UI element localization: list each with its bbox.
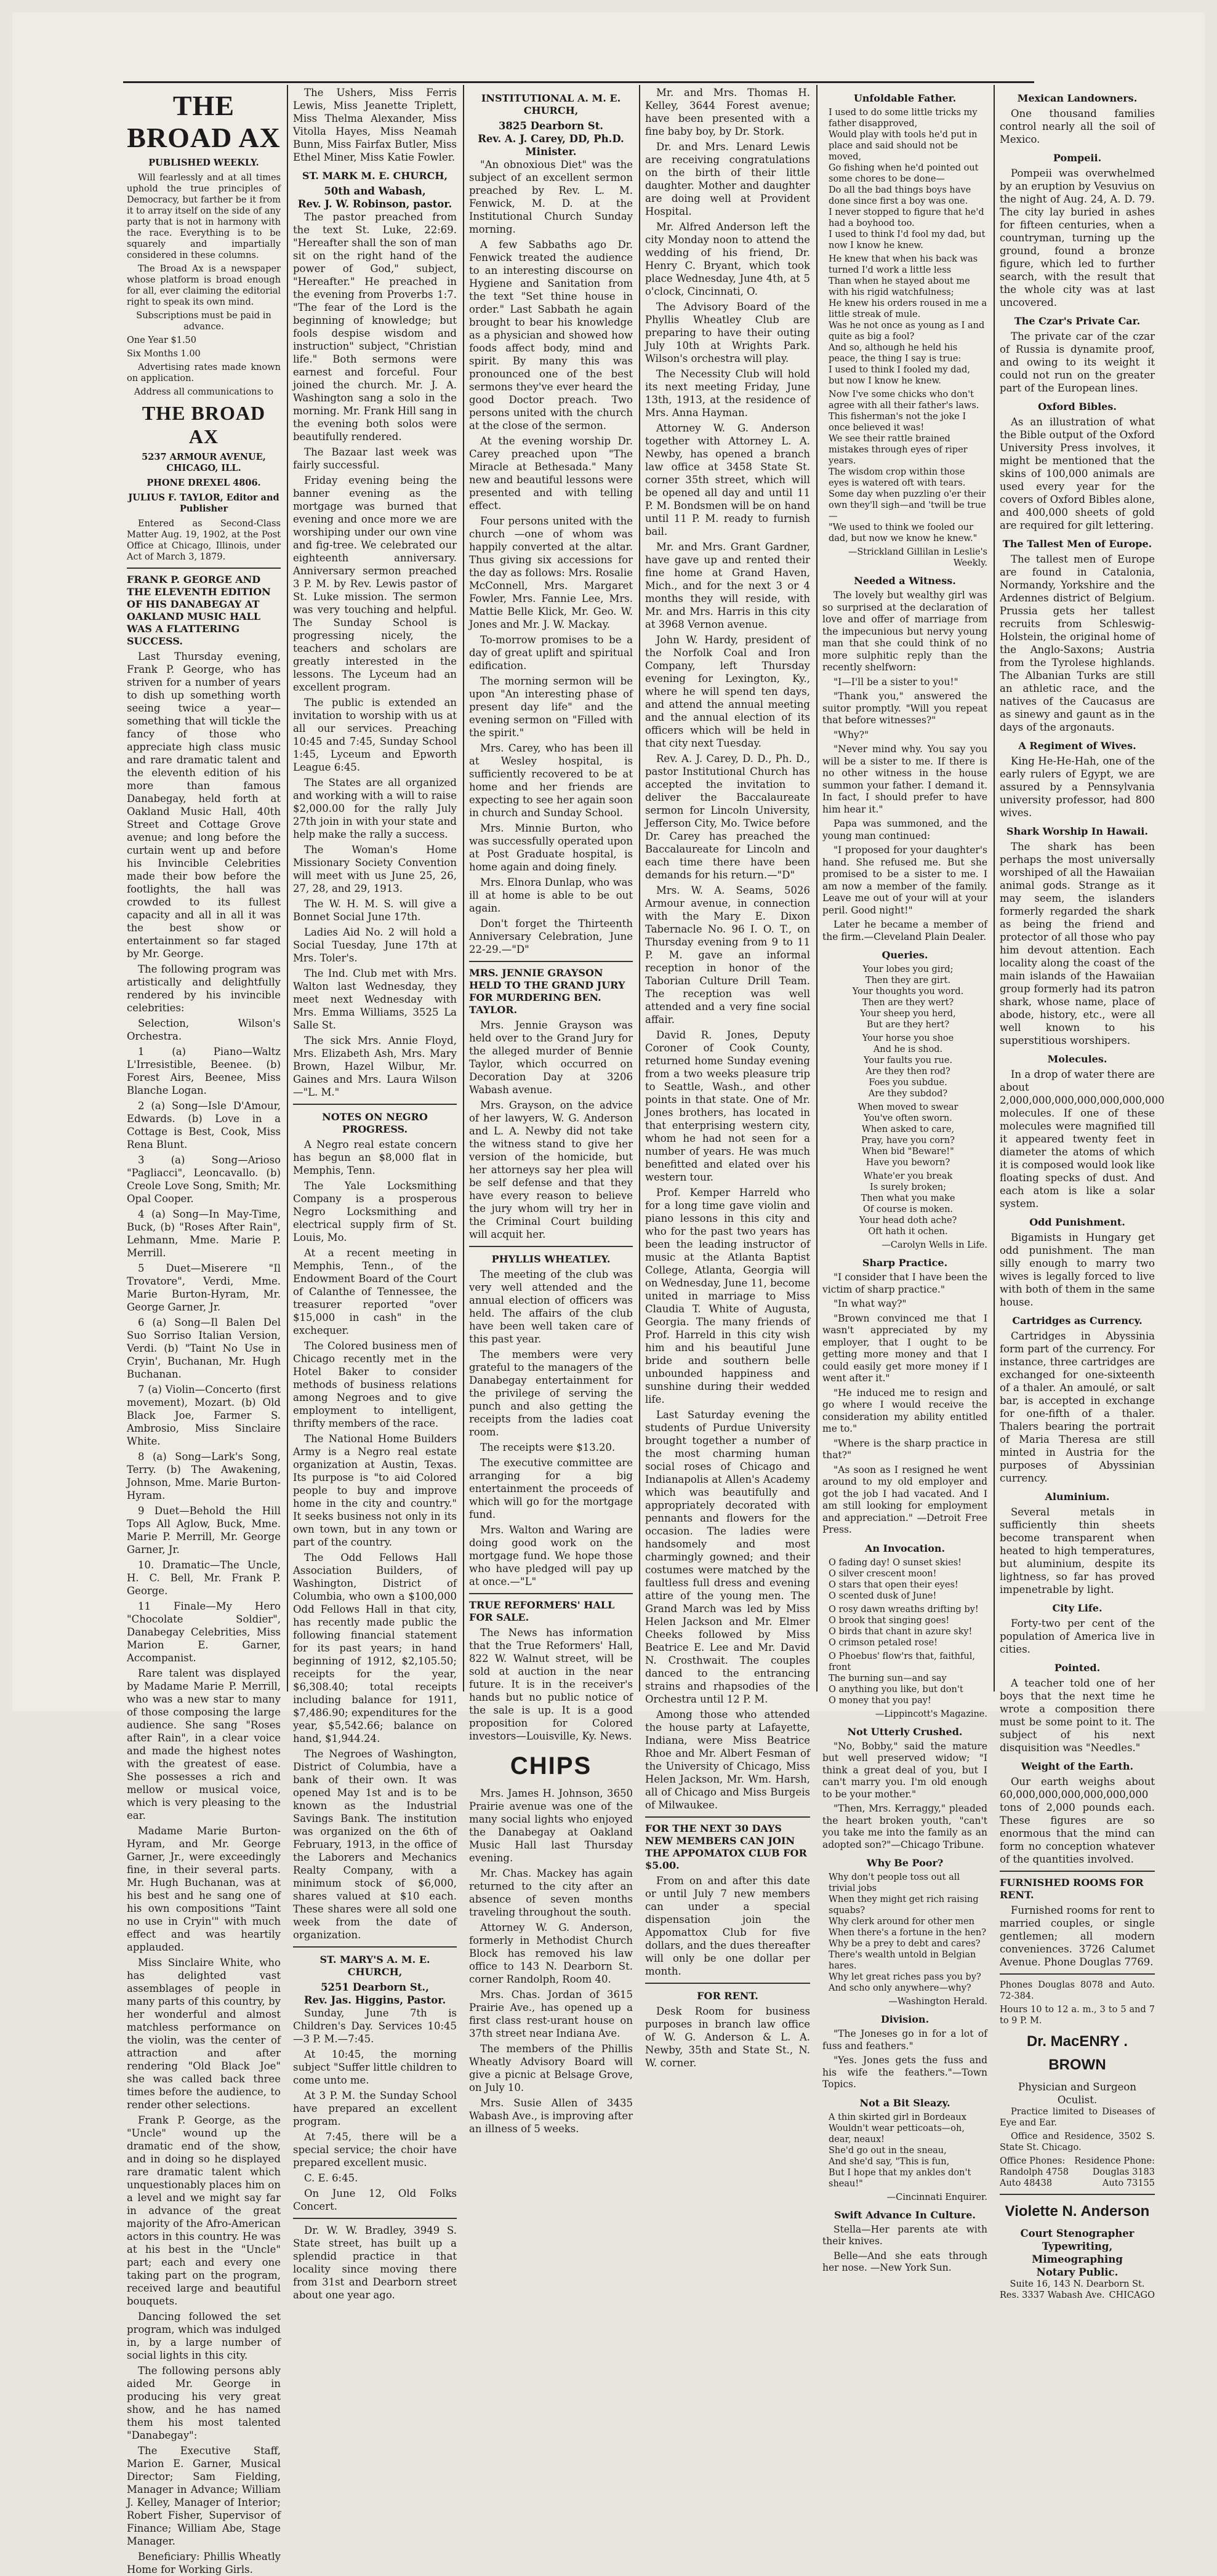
paragraph: "Where is the sharp practice in that?" bbox=[822, 1437, 987, 1461]
paragraph: A Negro real estate concern has begun an $8,000 flat in Memphis, Tenn. bbox=[293, 1139, 457, 1176]
paragraph: At 10:45, the morning subject "Suffer little children to come unto me. bbox=[293, 2048, 457, 2086]
paragraph: Mr. and Mrs. Grant Gardner, have gave up and rented their fine home at Grand Haven, Mich., and for the next 3 or 4 months they will reside, with Mr. and Mrs. Harris in this city at 3968 Vernon avenue. bbox=[645, 541, 810, 630]
ad-office-phones-label: Office Phones: bbox=[1000, 2156, 1066, 2166]
paragraph: John W. Hardy, president of the Norfolk Coal and Iron Company, left Thursday evening for Lexington, Ky., where he will spend ten days, and attend the annual meeting and the annual election of its officers which will be held in that city next Tuesday. bbox=[645, 634, 810, 749]
paragraph: The morning sermon will be upon "An interesting phase of present day life" and the evening sermon on "Filled with the spirit." bbox=[469, 675, 633, 739]
paragraph: Mrs. Susie Allen of 3435 Wabash Ave., is improving after an illness of 5 weeks. bbox=[469, 2097, 633, 2135]
story-title: Queries. bbox=[882, 949, 928, 961]
story-title: Sharp Practice. bbox=[862, 1257, 948, 1269]
story-title: Pompeii. bbox=[1053, 152, 1102, 164]
paragraph: "I consider that I have been the victim of sharp practice." bbox=[822, 1272, 987, 1295]
ad-line: Notary Public. bbox=[1036, 2266, 1119, 2278]
paragraph: Last Thursday evening, Frank P. George, who has striven for a number of years to dish up something worth seeing twice a year—something that will tickle the fancy of those who appreciate high class music and rare dramatic talent and the eleventh edition of his more than famous Danabegay, held forth at Oakland Music Hall, 40th Street and Cottage Grove avenue; and long before the curtain went up and before his Invincible Celebrities made their bow before the footlights, the hall was crowded to its fullest capacity and all in all it was the best show or entertainment so far staged by Mr. George. bbox=[127, 651, 281, 960]
divider bbox=[1000, 1973, 1155, 1975]
paragraph: Bigamists in Hungary get odd punishment. The man silly enough to marry two wives is legally forced to live with both of them in the same house. bbox=[1000, 1232, 1155, 1308]
ad-phone-row bbox=[1000, 2178, 1155, 2189]
true-reformers-headline: TRUE REFORMERS' HALL FOR SALE. bbox=[469, 1599, 615, 1623]
paragraph: Four persons united with the church —one of whom was happily converted at the altar. Thus giving six accessions for the day as follows: Mrs. Rosalie McConnell, Mrs. Margaret Fowler, Mrs. Fannie Lee, Mrs. Mattie Belle Klick, Mr. Geo. W. Jones and Mr. J. W. Mackay. bbox=[469, 515, 633, 630]
paragraph: Miss Sinclaire White, who has delighted vast assemblages of people in many parts of this country, by her wonderful and almost matchless performance on the violin, was the center of attraction and after rendering "Old Black Joe" she was called back three times before the audience, to render other selections. bbox=[127, 1957, 281, 2111]
verse: When moved to swear You've often sworn. When asked to care, Pray, have you corn? When bid "Beware!" Have you beworn? bbox=[858, 1102, 958, 1168]
paragraph: "Never mind why. You say you will be a sister to me. If there is no other witness in the house summon your father. I demand it. In fact, I should prefer to have him hear it." bbox=[822, 744, 987, 815]
story-title: Pointed. bbox=[1054, 1662, 1101, 1674]
paragraph: Last Saturday evening the students of Purdue University brought together a number of the most charming human social roses of Chicago and Indianapolis at Allen's Academy which was beautifully and appropriately decorated with pennants and flowers for the occasion. The ladies were handsomely and most charmingly gowned; and their costumes were matched by the faultless full dress and evening attire of the young men. The Grand March was led by Miss Helen Jackson and Mr. Elmer Cheeks followed by Miss Beatrice E. Lee and Mr. David N. Crosthwait. The couples danced to the entrancing strains and rhapsodies of the Orchestra until 12 P. M. bbox=[645, 1409, 810, 1705]
church-pastor: Rev. A. J. Carey, DD, Ph.D. Minister. bbox=[478, 133, 624, 158]
paragraph: The executive committee are arranging for a big entertainment the proceeds of which will go for the mortgage fund. bbox=[469, 1457, 633, 1520]
ad-phones: Phones Douglas 8078 and Auto. 72-384. bbox=[1000, 1980, 1155, 2001]
ad-phone-value: Douglas 3183 bbox=[1092, 2167, 1155, 2177]
attribution: —Strickland Gillilan in Leslie's Weekly. bbox=[848, 547, 987, 568]
verse: Your lobes you gird; Then they are girt. Your thoughts you word. Then are they wert? Your sheep you herd, But are they hert? bbox=[852, 965, 964, 1030]
program-item: 4 (a) Song—In May-Time, Buck, (b) "Roses After Rain", Lehmann, Mme. Marie P. Merrill. bbox=[127, 1208, 281, 1259]
divider bbox=[293, 1946, 457, 1948]
story-title: Not a Bit Sleazy. bbox=[859, 2097, 950, 2109]
paragraph: Forty-two per cent of the population of America live in cities. bbox=[1000, 1618, 1155, 1655]
paragraph: Several metals in sufficiently thin sheets become transparent when heated to high temperatures, but aluminium, despite its lightness, so far has proved impenetrable by light. bbox=[1000, 1506, 1155, 1595]
paragraph: Furnished rooms for rent to married couples, or single gentlemen; all modern conveniences. 3726 Calumet Avenue. Phone Douglas 7769. bbox=[1000, 1904, 1155, 1968]
paragraph: Beneficiary: Phillis Wheatly Home for Working Girls. bbox=[127, 2551, 281, 2575]
ad-line bbox=[1000, 2290, 1155, 2301]
paragraph: "Then, Mrs. Kerraggy," pleaded the heart broken youth, "can't you take me into the family as an adopted son?"—Chicago Tribune. bbox=[822, 1803, 987, 1850]
column-1 bbox=[123, 86, 284, 2575]
paragraph: "He induced me to resign and go where I would receive the consideration my ability entitled me to." bbox=[822, 1387, 987, 1434]
masthead-address-note: Address all communications to bbox=[134, 387, 274, 397]
paragraph: On June 12, Old Folks Concert. bbox=[293, 2188, 457, 2212]
verse: Why don't people toss out all trivial jobs When they might get rich raising squabs? Why clerk around for other men When there's a fortune in the hen? Why be a prey to debt and cares? There's wealth untold in Belgian hares. Why let great riches pass you by? And scho only anywhere—why? bbox=[829, 1872, 987, 1993]
paragraph: From on and after this date or until July 7 new members can under a special dispensation join the Appomattox Club for five dollars, and the dues thereafter will only be one dollar per month. bbox=[645, 1875, 810, 1977]
verse: O Phoebus' flow'rs that, faithful, front The burning sun—and say O anything you like, but don't O money that you pay! bbox=[829, 1651, 975, 1706]
masthead-advert-note: Advertising rates made known on application. bbox=[127, 363, 281, 383]
paragraph: Friday evening being the banner evening as the mortgage was burned that evening and once more we are worshiping under our own vine and fig-tree. We celebrated our eighteenth anniversary. Anniversary sermon preached 3 P. M. by Rev. Lewis pastor of St. Luke mission. The sermon was very touching and helpful. The Sunday School is progressing nicely, the teachers and scholars are greatly interested in the lessons. The Lyceum had an excellent program. bbox=[293, 475, 457, 693]
program-item: 3 (a) Song—Arioso "Pagliacci", Leoncavallo. (b) Creole Love Song, Smith; Mr. Opal Cooper. bbox=[127, 1154, 281, 1205]
paragraph: The Ind. Club met with Mrs. Walton last Wednesday, they meet next Wednesday with Mrs. Emma Williams, 3525 La Salle St. bbox=[293, 968, 457, 1031]
story-title: Weight of the Earth. bbox=[1021, 1760, 1134, 1772]
story-title: Why Be Poor? bbox=[866, 1857, 944, 1869]
attribution: —Cincinnati Enquirer. bbox=[886, 2192, 987, 2202]
ad-phone-value: Auto 48438 bbox=[1000, 2178, 1053, 2188]
ad-phone-value: Randolph 4758 bbox=[1000, 2167, 1069, 2177]
paragraph: Mr. Alfred Anderson left the city Monday noon to attend the wedding of his friend, Dr. Henry C. Bryant, which took place Wednesday, June 4th, at 5 o'clock, Cincinnati, O. bbox=[645, 221, 810, 297]
paragraph: C. E. 6:45. bbox=[304, 2172, 358, 2184]
masthead-subs: Subscriptions must be paid in advance. bbox=[136, 311, 271, 332]
program-item: 7 (a) Violin—Concerto (first movement), Mozart. (b) Old Black Joe, Farmer S. Ambrosio, Miss Sinclaire White. bbox=[127, 1384, 281, 1447]
ad-doctor-title: Physician and Surgeon bbox=[1018, 2081, 1136, 2093]
paragraph: The National Home Builders Army is a Negro real estate organization at Austin, Texas. Its purpose is "to aid Colored people to buy and improve home in the city and country." It seeks business not only in its own town, but in any town or part of the country. bbox=[293, 1433, 457, 1548]
paragraph: "As soon as I resigned he went around to my old employer and got the job I had vacated. And I am still looking for employment and appreciation." —Detroit Free Press. bbox=[822, 1464, 987, 1535]
paragraph: Mrs. Carey, who has been ill at Wesley hospital, is sufficiently recovered to be at home and her friends are expecting to see her again soon in church and Sunday School. bbox=[469, 742, 633, 819]
paragraph: Mrs. Chas. Jordan of 3615 Prairie Ave., has opened up a first class rest-urant house on 37th street near Indiana Ave. bbox=[469, 1989, 633, 2039]
verse: O fading day! O sunset skies! O silver crescent moon! O stars that open their eyes! O scented dusk of June! bbox=[829, 1557, 962, 1601]
paragraph: Attorney W. G. Anderson together with Attorney L. A. Newby, has opened a branch law office at 3458 State St. corner 35th street, which will be opened all day and until 11 P. M. Bondsmen will be on hand until 11 P. M. ready to furnish bail. bbox=[645, 422, 810, 537]
ad-hours: Hours 10 to 12 a. m., 3 to 5 and 7 to 9 P. M. bbox=[1000, 2005, 1155, 2026]
ad-phone-row bbox=[1000, 2156, 1155, 2167]
paragraph: Dr. W. W. Bradley, 3949 S. State street, has built up a splendid practice in that locality since moving there from 31st and Dearborn street about one year ago. bbox=[293, 2225, 457, 2301]
paragraph: Madame Marie Burton-Hyram, and Mr. George Garner, Jr., were exceedingly fine, in their several parts. Mr. Hugh Buchanan, was at his best and he sang one of his own compositions "Taint no use in Cryin'" with much effect and was heartily applauded. bbox=[127, 1825, 281, 1953]
program-item: 2 (a) Song—Isle D'Amour, Edwards. (b) Love in a Cottage is Best, Cook, Miss Rena Blunt. bbox=[127, 1100, 281, 1150]
masthead-phone: PHONE DREXEL 4806. bbox=[147, 478, 261, 488]
program-list bbox=[127, 1017, 281, 1664]
program-item: 6 (a) Song—Il Balen Del Suo Sorriso Italian Version, Verdi. (b) "Taint No Use in Cryin', Buchanan, Mr. Hugh Buchanan. bbox=[127, 1317, 281, 1380]
paragraph: Mrs. James H. Johnson, 3650 Prairie avenue was one of the many social lights who enjoyed the Danabegay at Oakland Music Hall last Thursday evening. bbox=[469, 1788, 633, 1864]
paragraph: Cartridges in Abyssinia form part of the currency. For instance, three cartridges are exchanged for one-sixteenth of a thaler. An amoulé, or salt bar, is accepted in exchange for one-fifth of a thaler. Thalers bearing the portrait of Maria Theresa are still minted in Austria for the purposes of Abyssinian currency. bbox=[1000, 1330, 1155, 1484]
masthead-address: 5237 ARMOUR AVENUE, CHICAGO, ILL. bbox=[142, 452, 266, 473]
column-5 bbox=[819, 86, 991, 2273]
attribution: —Lippincott's Magazine. bbox=[875, 1709, 987, 1719]
paragraph: The News has information that the True Reformers' Hall, 822 W. Walnut street, will be sold at auction in the near future. It is in the receiver's hands but no public notice of the sale is up. It is a good proposition for Colored investors—Louisville, Ky. News. bbox=[469, 1627, 633, 1742]
paragraph: "Brown convinced me that I wasn't appreciated by my employer, that I ought to be getting more money and that I could easily get more money if I went after it." bbox=[822, 1312, 987, 1384]
paragraph: The private car of the czar of Russia is dynamite proof, and owing to its weight it could not run on the greater part of the European lines. bbox=[1000, 331, 1155, 394]
grayson-headline: MRS. JENNIE GRAYSON HELD TO THE GRAND JURY FOR MURDERING BEN. TAYLOR. bbox=[469, 967, 625, 1016]
church-address: 3825 Dearborn St. bbox=[498, 120, 604, 132]
paragraph: "Yes. Jones gets the fuss and his wife the feathers."—Town Topics. bbox=[822, 2055, 987, 2090]
ad-stenographer-name: Violette N. Anderson bbox=[1005, 2203, 1150, 2220]
paragraph: Mr. and Mrs. Thomas H. Kelley, 3644 Forest avenue; have been presented with a fine baby boy, by Dr. Stork. bbox=[645, 87, 810, 137]
church-heading: INSTITUTIONAL A. M. E. CHURCH, bbox=[481, 92, 621, 116]
divider bbox=[1000, 1871, 1155, 1872]
paragraph: "The Joneses go in for a lot of fuss and feathers." bbox=[822, 2028, 987, 2052]
paragraph: Rare talent was displayed by Madame Marie P. Merrill, who was a new star to many of those composing the large audience. She sang "Roses after Rain", in a clear voice and made the highest notes with the greatest of ease. She possesses a rich and mellow or musical voice, which is very pleasing to the ear. bbox=[127, 1667, 281, 1821]
paragraph: The Executive Staff, Marion E. Garner, Musical Director; Sam Fielding, Manager in Advance; William J. Kelley, Manager of Interior; Robert Fisher, Supervisor of Finance; William Abe, Stage Manager. bbox=[127, 2445, 281, 2547]
paragraph: The Colored business men of Chicago recently met in the Hotel Baker to consider methods of business relations among Negroes and to give employment to intelligent, thrifty members of the race. bbox=[293, 1340, 457, 1429]
story-title: A Regiment of Wives. bbox=[1018, 740, 1136, 752]
column-rule bbox=[994, 85, 995, 1691]
verse: O rosy dawn wreaths drifting by! O brook that singing goes! O birds that chant in azure sky! O crimson petaled rose! bbox=[829, 1604, 979, 1648]
paragraph: The following program was artistically and delightfully rendered by his invincible celebrities: bbox=[127, 963, 281, 1014]
paragraph: Belle—And she eats through her nose. —New York Sun. bbox=[822, 2250, 987, 2273]
paragraph: To-morrow promises to be a day of great uplift and spiritual edification. bbox=[469, 634, 633, 672]
masthead-editor: JULIUS F. TAYLOR, Editor and Publisher bbox=[128, 492, 279, 514]
doctor-ad bbox=[1000, 1980, 1155, 2189]
verse: Now I've some chicks who don't agree with all their father's laws. This fisherman's not the joke I once believed it was! We see their rattle brained mistakes through eyes of riper years. The wisdom crop within those eyes is watered oft with tears. Some day when puzzling o'er their own they'll sigh—and 'twill be true— "We used to think we fooled our dad, but now we know he knew." bbox=[829, 390, 986, 544]
furnished-rooms-headline: FURNISHED ROOMS FOR RENT. bbox=[1000, 1877, 1144, 1901]
paragraph: Pompeii was overwhelmed by an eruption by Vesuvius on the night of Aug. 24, A. D. 79. The city lay buried in ashes for fifteen centuries, when a countryman, turning up the ground, found a bronze figure, which led to further search, with the result that the whole city was at last uncovered. bbox=[1000, 167, 1155, 308]
paragraph: Mrs. Minnie Burton, who was successfully operated upon at Post Graduate hospital, is home again and doing finely. bbox=[469, 822, 633, 873]
paragraph: The receipts were $13.20. bbox=[480, 1442, 616, 1453]
verse: Whate'er you break Is surely broken; Then what you make Of course is moken. Your head doth ache? Oft hath it ochen. bbox=[859, 1171, 957, 1237]
column-rule bbox=[287, 85, 288, 1691]
stenographer-ad bbox=[1000, 2200, 1155, 2301]
masthead-title-2: THE BROAD AX bbox=[142, 402, 266, 447]
story-title: Shark Worship In Hawaii. bbox=[1006, 825, 1148, 837]
verse: A thin skirted girl in Bordeaux Wouldn't wear petticoats—oh, dear, neaux! She'd go out in the sneau, And she'd say, "This is fun, But I hope that my ankles don't sheau!" bbox=[829, 2112, 971, 2189]
headline-danabegay: FRANK P. GEORGE AND THE ELEVENTH EDITION OF HIS DANABEGAY AT OAKLAND MUSIC HALL WAS A FLATTERING SUCCESS. bbox=[127, 574, 271, 647]
ad-line: Typewriting, Mimeographing bbox=[1032, 2241, 1123, 2265]
paragraph: The Yale Locksmithing Company is a prosperous Negro Locksmithing and electrical supply firm of St. Louis, Mo. bbox=[293, 1180, 457, 1243]
story-title: Molecules. bbox=[1047, 1053, 1107, 1065]
paragraph: David R. Jones, Deputy Coroner of Cook County, returned home Sunday evening from a two weeks pleasure trip to Seattle, Wash., and other points in that state. One of Mr. Jones brothers, has located in that enterprising western city, whom he had not seen for a number of years. He was much benefitted and elated over his western tour. bbox=[645, 1029, 810, 1183]
church-address: 5251 Dearborn St., bbox=[321, 1981, 429, 1993]
paragraph: "I proposed for your daughter's hand. She refused me. But she promised to be a sister to me. I am now a member of the family. Leave me out of your will at your peril. Good night!" bbox=[822, 845, 987, 916]
column-3 bbox=[465, 86, 637, 2135]
paragraph: The W. H. M. S. will give a Bonnet Social June 17th. bbox=[293, 898, 457, 923]
paragraph: A teacher told one of her boys that the next time he wrote a composition there must be some point to it. The subject of his next disquisition was "Needles." bbox=[1000, 1677, 1155, 1754]
paragraph: Mrs. W. A. Seams, 5026 Armour avenue, in connection with the Mary E. Dixon Tabernacle No. 96 I. O. T., on Thursday evening from 9 to 11 P. M. gave an informal reception in honor of the Taborian Culture Drill Team. The reception was well attended and a very fine social affair. bbox=[645, 885, 810, 1025]
paragraph: Dr. and Mrs. Lenard Lewis are receiving congratulations on the birth of their little daughter. Mother and daughter are doing well at Provident Hospital. bbox=[645, 141, 810, 217]
column-rule bbox=[463, 85, 464, 1691]
column-2 bbox=[289, 86, 460, 2301]
masthead-published: PUBLISHED WEEKLY. bbox=[148, 158, 259, 168]
paragraph: The Woman's Home Missionary Society Convention will meet with us June 25, 26, 27, 28, and 29, 1913. bbox=[293, 844, 457, 894]
church-pastor: Rev. J. W. Robinson, pastor. bbox=[297, 198, 452, 210]
paragraph: "In what way?" bbox=[833, 1298, 907, 1309]
story-title: Swift Advance In Culture. bbox=[834, 2209, 976, 2221]
paragraph: The States are all organized and working with a will to raise $2,000.00 for the rally July 27th join in with your state and help make the rally a success. bbox=[293, 777, 457, 840]
paragraph: The Bazaar last week was fairly successful. bbox=[293, 446, 457, 471]
paragraph: At the evening worship Dr. Carey preached upon "The Miracle at Bethesada." Many new and beautiful lessons were presented and with telling effect. bbox=[469, 435, 633, 512]
church-heading: ST. MARY'S A. M. E. CHURCH, bbox=[319, 1954, 430, 1978]
column-6 bbox=[996, 86, 1165, 2300]
program-item: 1 (a) Piano—Waltz L'Irresistible, Beenee. (b) Forest Airs, Beenee, Miss Blanche Logan. bbox=[127, 1046, 281, 1096]
paragraph: Mrs. Elnora Dunlap, who was ill at home is able to be out again. bbox=[469, 877, 633, 914]
paragraph: Mr. Chas. Mackey has again returned to the city after an absence of seven months traveling throughout the south. bbox=[469, 1868, 633, 1918]
paragraph: Rev. A. J. Carey, D. D., Ph. D., pastor Institutional Church has accepted the invitation to deliver the Baccalaureate sermon for Lincoln University, Jefferson City, Mo. Twice before Dr. Carey has preached the Baccalaureate for Lincoln and each time there have been demands for his return.—"D" bbox=[645, 753, 810, 881]
ad-practice: Practice limited to Diseases of Eye and Ear. bbox=[1000, 2107, 1155, 2128]
paragraph: The lovely but wealthy girl was so surprised at the declaration of love and offer of marriage from the impecunious but nervy young man that she could think of no more sulphitic reply than the recently shelfworn: bbox=[822, 590, 987, 673]
column-rule bbox=[639, 85, 640, 1691]
column-rule bbox=[816, 85, 817, 1691]
verse: I used to do some little tricks my father disapproved, Would play with tools he'd put in place and said should not be moved, Go fishing when he'd pointed out some chores to be done— Do all the bad things boys have done since first a boy was one. I never stopped to figure that he'd had a boyhood too. I used to think I'd fool my dad, but now I know he knew. bbox=[829, 108, 986, 251]
divider bbox=[469, 1246, 633, 1247]
paragraph: Mrs. Walton and Waring are doing good work on the mortgage fund. We hope those who have pledged will pay up at once.—"L" bbox=[469, 1524, 633, 1587]
divider bbox=[1000, 2194, 1155, 2195]
paragraph: One thousand families control nearly all the soil of Mexico. bbox=[1000, 108, 1155, 145]
program-item: 9 Duet—Behold the Hill Tops All Aglow, Buck, Mme. Marie P. Merrill, Mr. George Garner, Jr. bbox=[127, 1505, 281, 1555]
paragraph: As an illustration of what the Bible output of the Oxford University Press involves, it might be mentioned that the skins of 100,000 animals are used every year for the covers of Oxford Bibles alone, and 400,000 sheets of gold are required for gilt lettering. bbox=[1000, 416, 1155, 531]
paragraph: In a drop of water there are about 2,000,000,000,000,000,000,000 molecules. If one of these molecules were magnified till it appeared twenty feet in diameter the atoms of which it is composed would look like floating specks of dust. And each atom is like a solar system. bbox=[1000, 1069, 1165, 1210]
paragraph: Papa was summoned, and the young man continued: bbox=[822, 818, 987, 841]
divider bbox=[127, 568, 281, 569]
ad-city: CHICAGO bbox=[1109, 2290, 1155, 2300]
paragraph: The pastor preached from the text St. Luke, 22:69. "Hereafter shall the son of man sit on the right hand of the power of God," subject, "Hereafter." He preached in the evening from Proverbs 1:7. "The fear of the Lord is the beginning of knowledge; but fools despise wisdom and instruction" subject, "Christian life." Both sermons were earnest and forceful. Four joined the church. Mr. J. A. Washington sang a solo in the morning. Mr. Frank Hill sang in the evening both solos were beautifully rendered. bbox=[293, 211, 457, 443]
story-title: City Life. bbox=[1052, 1602, 1103, 1614]
paragraph: The tallest men of Europe are found in Catalonia, Normandy, Yorkshire and the Ardennes district of Belgium. Prussia gets her tallest recruits from Schleswig-Holstein, the original home of the Anglo-Saxons; Austria from the Tyrolese highlands. The Albanian Turks are still an athletic race, and the natives of the Caucasus are as sinewy and gaunt as in the days of the argonauts. bbox=[1000, 553, 1155, 733]
masthead-entered: Entered as Second-Class Matter Aug. 19, 1902, at the Post Office at Chicago, Illinois, under Act of March 3, 1879. bbox=[127, 519, 281, 562]
paragraph: The following persons ably aided Mr. George in producing his very great show, and he has named them his most talented "Danabegay": bbox=[127, 2365, 281, 2441]
for-rent-heading: FOR RENT. bbox=[697, 1990, 758, 2002]
ad-doctor-specialty: Oculist. bbox=[1057, 2094, 1098, 2106]
divider bbox=[645, 1816, 810, 1818]
paragraph: "I—I'll be a sister to you!" bbox=[833, 676, 958, 688]
paragraph: The members were very grateful to the managers of the Danabegay entertainment for the privilege of serving the punch and also getting the receipts from the ladies coat room. bbox=[469, 1349, 633, 1438]
paragraph: At a recent meeting in Memphis, Tenn., of the Endowment Board of the Court of Calanthe of Tennessee, the treasurer reported "over $15,000 in cash" in the exchequer. bbox=[293, 1247, 457, 1336]
paragraph: At 7:45, there will be a special service; the choir have prepared excellent music. bbox=[293, 2131, 457, 2169]
paragraph: The meeting of the club was very well attended and the annual election of officers was held. The affairs of the club have been well taken care of this past year. bbox=[469, 1269, 633, 1345]
ad-line: Suite 16, 143 N. Dearborn St. bbox=[1010, 2279, 1145, 2289]
paragraph: Later he became a member of the firm.—Cleveland Plain Dealer. bbox=[822, 919, 987, 942]
ad-residence-phone-label: Residence Phone: bbox=[1074, 2156, 1155, 2166]
verse: He knew that when his back was turned I'd work a little less Than when he stayed about me with his rigid watchfulness; He knew his orders roused in me a little streak of mule. Was he not once as young as I and quite as big a fool? And so, although he held his peace, the thing I say is true: I used to think I fooled my dad, but now I know he knew. bbox=[829, 254, 987, 386]
paragraph: The Necessity Club will hold its next meeting Friday, June 13th, 1913, at the residence of Mrs. Anna Hayman. bbox=[645, 368, 810, 419]
paragraph: The public is extended an invitation to worship with us at all our services. Preaching 10:45 and 7:45, Sunday School 1:45, Lyceum and Epworth League 6:45. bbox=[293, 697, 457, 773]
masthead-rate-2: Six Months 1.00 bbox=[127, 349, 201, 359]
story-title: Mexican Landowners. bbox=[1017, 92, 1138, 104]
paragraph: Stella—Her parents ate with their knives. bbox=[822, 2223, 987, 2247]
paragraph: The shark has been perhaps the most universally worshiped of all the Hawaiian animal gods. Strange as it may seem, the islanders formerly regarded the shark as being the friend and protector of all those who pay him devout attention. Each locality along the coast of the main islands of the Hawaiian group formerly had its patron shark, whose name, place of abode, history, etc., were all well known to his superstitious worshipers. bbox=[1000, 841, 1155, 1046]
story-title: The Tallest Men of Europe. bbox=[1002, 538, 1152, 550]
masthead-rate-1: One Year $1.50 bbox=[127, 335, 197, 345]
paragraph: Dancing followed the set program, which was indulged in, by a large number of social lights in this city. bbox=[127, 2311, 281, 2361]
story-title: An Invocation. bbox=[864, 1542, 946, 1554]
paragraph: "An obnoxious Diet" was the subject of an excellent sermon preached by Rev. L. M. Fenwick, M. D. at the Institutional Church Sunday morning. bbox=[469, 159, 633, 235]
ad-line: Court Stenographer bbox=[1020, 2228, 1135, 2239]
divider bbox=[469, 1593, 633, 1594]
church-pastor: Rev. Jas. Higgins, Pastor. bbox=[303, 1994, 446, 2006]
negro-progress-heading: NOTES ON NEGRO PROGRESS. bbox=[322, 1111, 428, 1135]
verse: Your horse you shoe And he is shod. Your faults you rue. Are they then rod? Foes you subdue. Are they subdod? bbox=[862, 1033, 954, 1099]
paragraph: "No, Bobby," said the mature but well preserved widow; "I think a great deal of you, but I can't marry you. I'm old enough to be your mother." bbox=[822, 1740, 987, 1800]
masthead-intro-1: Will fearlessly and at all times uphold the true principles of Democracy, but farther be it from it to array itself on the side of any party that is not in harmony with the race. Everything is to be squarely and impartially considered in these columns. bbox=[127, 173, 281, 260]
paragraph: Desk Room for business purposes in branch law office of W. G. Anderson & L. A. Newby, 35th and State St., N. W. corner. bbox=[645, 2005, 810, 2069]
story-title: Unfoldable Father. bbox=[853, 92, 957, 104]
story-title: Oxford Bibles. bbox=[1038, 401, 1117, 412]
masthead-intro-2: The Broad Ax is a newspaper whose platform is broad enough for all, ever claiming the editorial right to speak its own mind. bbox=[127, 264, 281, 307]
paragraph: The Negroes of Washington, District of Columbia, have a bank of their own. It was opened May 1st and is to be known as the Industrial Savings Bank. The institution was organized on the 6th of February, 1913, in the office of the Laborers and Mechanics Realty Company, with a minimum stock of $6,000, shares valued at $10 each. These shares were all sold one week from the date of organization. bbox=[293, 1748, 457, 1941]
paragraph: Mrs. Grayson, on the advice of her lawyers, W. G. Anderson and L. A. Newby did not take the witness stand to give her version of the homicide, but her attorneys say her plea will be self defense and that they have every reason to believe the jury whom will try her in the Criminal Court building will acquit her. bbox=[469, 1099, 633, 1240]
ad-residence: Res. 3337 Wabash Ave. bbox=[1000, 2290, 1105, 2300]
church-heading: ST. MARK M. E. CHURCH, bbox=[302, 170, 448, 182]
ad-phone-value: Auto 73155 bbox=[1102, 2178, 1155, 2188]
story-title: Needed a Witness. bbox=[854, 575, 956, 587]
appomatox-headline: FOR THE NEXT 30 DAYS NEW MEMBERS CAN JOIN THE APPOMATOX CLUB FOR $5.00. bbox=[645, 1823, 807, 1871]
story-title: Division. bbox=[880, 2013, 930, 2025]
phyllis-wheatley-heading: PHYLLIS WHEATLEY. bbox=[491, 1253, 611, 1265]
paragraph: A few Sabbaths ago Dr. Fenwick treated the audience to an interesting discourse on Hygiene and Sanitation from the text "Set thine house in order." Last Sabbath he again brought to bear his knowledge as a physician and showed how foods affect body, mind and spirit. By many this was pronounced one of the best sermons they've ever heard the good Doctor preach. Two persons united with the church at the close of the sermon. bbox=[469, 239, 633, 431]
newspaper-page bbox=[12, 12, 1205, 2575]
paragraph: Mrs. Jennie Grayson was held over to the Grand Jury for the alleged murder of Bennie Taylor, which occurred on Decoration Day at 3206 Wabash avenue. bbox=[469, 1019, 633, 1096]
paragraph: "Why?" bbox=[833, 729, 869, 740]
program-item: 8 (a) Song—Lark's Song, Terry. (b) The Awakening, Johnson, Mme. Marie Burton-Hyram. bbox=[127, 1451, 281, 1501]
paragraph: At 3 P. M. the Sunday School have prepared an excellent program. bbox=[293, 2090, 457, 2127]
program-item: 10. Dramatic—The Uncle, H. C. Bell, Mr. Frank P. George. bbox=[127, 1559, 281, 1597]
ad-office: Office and Residence, 3502 S. State St. Chicago. bbox=[1000, 2132, 1155, 2153]
church-address: 50th and Wabash, bbox=[324, 185, 426, 197]
story-title: The Czar's Private Car. bbox=[1014, 315, 1141, 327]
story-title: Odd Punishment. bbox=[1029, 1216, 1125, 1228]
program-item: 5 Duet—Miserere "Il Trovatore", Verdi, Mme. Marie Burton-Hyram, Mr. George Garner, Jr. bbox=[127, 1262, 281, 1313]
paragraph: Prof. Kemper Harreld who for a long time gave violin and piano lessons in this city and who for the past two years has been the leading instructor of music at the Atlanta Baptist College, Atlanta, Georgia will on Wednesday, June 11, become united in marriage to Miss Claudia T. White of Augusta, Georgia. The many friends of Prof. Harreld in this city wish him and his beautiful June bride and southern belle unbounded happiness and sunshine during their wedded life. bbox=[645, 1187, 810, 1405]
ad-phone-row bbox=[1000, 2167, 1155, 2178]
paragraph: The Advisory Board of the Phyllis Wheatley Club are preparing to have their outing July 10th at Wrights Park. Wilson's orchestra will play. bbox=[645, 301, 810, 364]
paragraph: The members of the Phillis Wheatly Advisory Board will give a picnic at Belsage Grove, on July 10. bbox=[469, 2043, 633, 2093]
attribution: —Carolyn Wells in Life. bbox=[882, 1240, 987, 1250]
paragraph: Sunday, June 7th is Children's Day. Services 10:45—3 P. M.—7:45. bbox=[293, 2007, 457, 2045]
divider bbox=[645, 1983, 810, 1984]
program-item: Selection, Wilson's Orchestra. bbox=[127, 1017, 281, 1042]
divider bbox=[469, 961, 633, 962]
paragraph: The Odd Fellows Hall Association Builders, of Washington, District of Columbia, who own a $100,000 Odd Fellows Hall in that city, has recently made public the following financial statement for its past years; in hand beginning of 1912, $2,105.50; receipts for the year, $6,308.40; total receipts including balance for 1911, $7,486.90; expenditures for the year, $5,542.66; balance on hand, $1,944.24. bbox=[293, 1552, 457, 1744]
top-rule bbox=[123, 81, 1034, 83]
paragraph: Frank P. George, as the "Uncle" wound up the dramatic end of the show, and in doing so he displayed rare dramatic talent which unquestionably places him on a level and we might say far in advance of the great majority of the Afro-American actors in this country. He was at his best in the "Uncle" part; each and every one taking part on the program, received large and beautiful bouquets. bbox=[127, 2114, 281, 2307]
paragraph: "Thank you," answered the suitor promptly. "Will you repeat that before witnesses?" bbox=[822, 691, 987, 726]
paragraph: Don't forget the Thirteenth Anniversary Celebration, June 22-29.—"D" bbox=[469, 918, 633, 955]
paragraph: Among those who attended the house party at Lafayette, Indiana, were Miss Beatrice Rhoe and Mr. Albert Fesman of the University of Chicago, Miss Helen Jackson, Mr. Wm. Harsh, all of Chicago and Miss Burgeis of Milwaukee. bbox=[645, 1709, 810, 1811]
chips-title: CHIPS bbox=[510, 1752, 592, 1780]
paragraph: The sick Mrs. Annie Floyd, Mrs. Elizabeth Ash, Mrs. Mary Brown, Hazel Wilbur, Mr. Gaines and Mrs. Laura Wilson—"L. M." bbox=[293, 1035, 457, 1098]
story-title: Cartridges as Currency. bbox=[1012, 1315, 1143, 1326]
paragraph: The Ushers, Miss Ferris Lewis, Miss Jeanette Triplett, Miss Thelma Alexander, Miss Vitolla Hayes, Miss Neamah Bunn, Miss Fairfax Butler, Miss Ethel Miner, Miss Katie Fowler. bbox=[293, 87, 457, 163]
masthead-title: THE BROAD AX bbox=[127, 90, 281, 153]
story-title: Not Utterly Crushed. bbox=[847, 1725, 963, 1738]
story-title: Aluminium. bbox=[1045, 1491, 1110, 1503]
paragraph: King He-He-Hah, one of the early rulers of Egypt, we are assured by a Pennsylvania university professor, had 800 wives. bbox=[1000, 755, 1155, 819]
divider bbox=[293, 1104, 457, 1105]
paragraph: Attorney W. G. Anderson, formerly in Methodist Church Block has removed his law office to 143 N. Dearborn St. corner Randolph, Room 40. bbox=[469, 1922, 633, 1985]
program-item: 11 Finale—My Hero "Chocolate Soldier", Danabegay Celebrities, Miss Marion E. Garner, Accompanist. bbox=[127, 1600, 281, 1664]
column-4 bbox=[641, 86, 814, 2069]
attribution: —Washington Herald. bbox=[888, 1997, 987, 2007]
paragraph: Ladies Aid No. 2 will hold a Social Tuesday, June 17th at Mrs. Toler's. bbox=[293, 926, 457, 964]
paragraph: Our earth weighs about 60,000,000,000,000,000,000 tons of 2,000 pounds each. These figures are so enormous that the mind can form no conception whatever of the quantities involved. bbox=[1000, 1776, 1155, 1865]
ad-doctor-name: Dr. MacENRY . BROWN bbox=[1026, 2033, 1128, 2073]
divider bbox=[293, 2218, 457, 2219]
